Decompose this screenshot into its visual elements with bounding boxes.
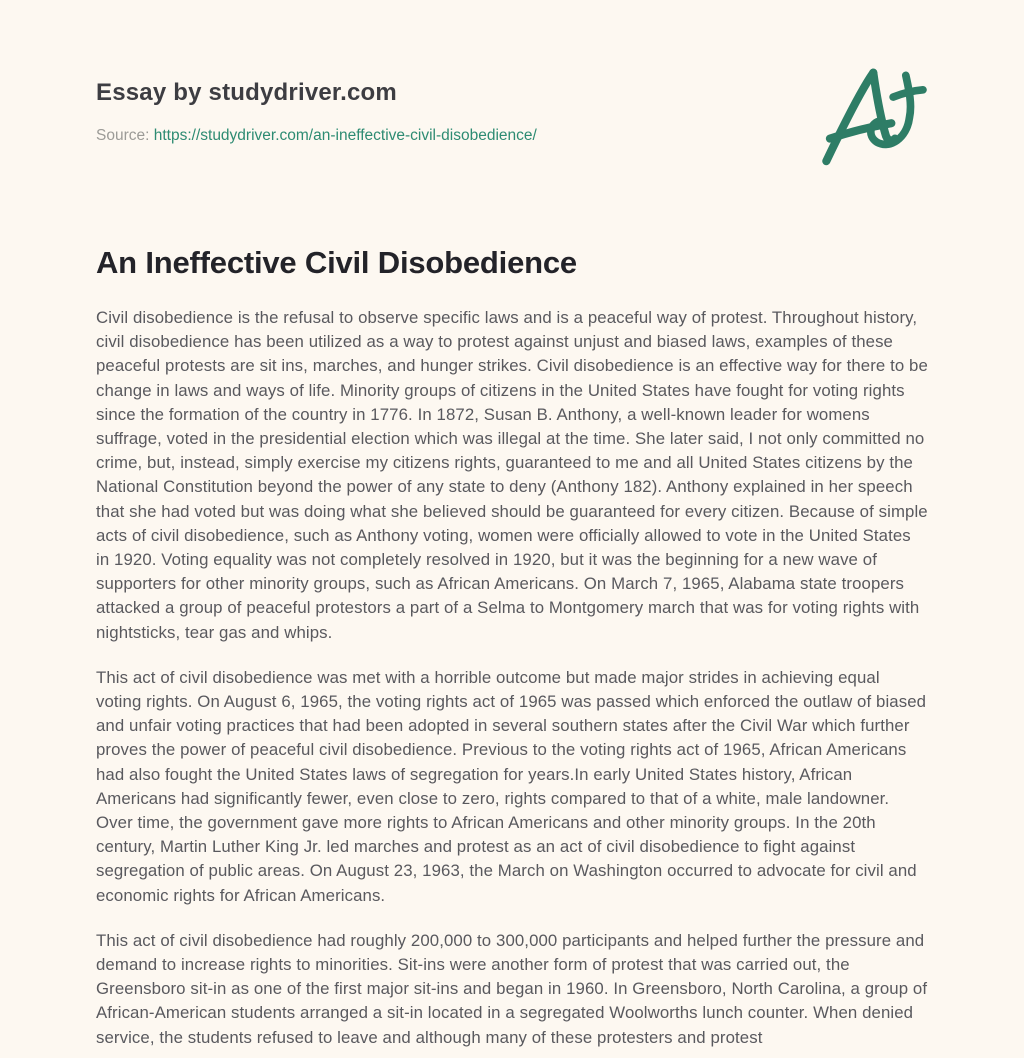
site-header	[96, 76, 928, 146]
essay-title: An Ineffective Civil Disobedience	[96, 245, 577, 280]
source-line	[96, 126, 928, 146]
essay-paragraph-1: Civil disobedience is the refusal to observe specific laws and is a peaceful way of protest. Throughout history, civil disobedience has been utilized as a way to protest against unjust and biased laws, examples of these peaceful protests are sit ins, marches, and hunger strikes. Civil disobedience is an effective way for there to be change in laws and ways of life. Minority groups of citizens in the United States have fought for voting rights since the formation of the country in 1776. In 1872, Susan B. Anthony, a well-known leader for womens suffrage, voted in the presidential election which was illegal at the time. She later said, I not only committed no crime, but, instead, simply exercise my citizens rights, guaranteed to me and all United States citizens by the National Constitution beyond the power of any state to deny (Anthony 182). Anthony explained in her speech that she had voted but was doing what she believed should be guaranteed for every citizen. Because of simple acts of civil disobedience, such as Anthony voting, women were officially allowed to vote in the United States in 1920. Voting equality was not completely resolved in 1920, but it was the beginning for a new wave of supporters for other minority groups, such as African Americans. On March 7, 1965, Alabama state troopers attacked a group of peaceful protestors a part of a Selma to Montgomery march that was for voting rights with nightsticks, tear gas and whips.	[96, 308, 928, 642]
studydriver-a-plus-logo-icon	[817, 60, 935, 172]
source-link[interactable]: https://studydriver.com/an-ineffective-civil-disobedience/	[153, 127, 537, 144]
source-label: Source:	[96, 127, 150, 144]
essay-body	[96, 306, 928, 1050]
essay-paragraph-2: This act of civil disobedience was met with a horrible outcome but made major strides in achieving equal voting rights. On August 6, 1965, the voting rights act of 1965 was passed which enforced the outlaw of biased and unfair voting practices that had been adopted in several southern states after the Civil War which further proves the power of peaceful civil disobedience. Previous to the voting rights act of 1965, African Americans had also fought the United States laws of segregation for years.In early United States history, African Americans had significantly fewer, even close to zero, rights compared to that of a white, male landowner. Over time, the government gave more rights to African Americans and other minority groups. In the 20th century, Martin Luther King Jr. led marches and protest as an act of civil disobedience to fight against segregation of public areas. On August 23, 1963, the March on Washington occurred to advocate for civil and economic rights for African Americans.	[96, 667, 927, 905]
site-title: Essay by studydriver.com	[96, 79, 397, 106]
essay-paragraph-3: This act of civil disobedience had roughly 200,000 to 300,000 participants and helped further the pressure and demand to increase rights to minorities. Sit-ins were another form of protest that was carried out, the Greensboro sit-in as one of the first major sit-ins and began in 1960. In Greensboro, North Carolina, a group of African-American students arranged a sit-in located in a segregated Woolworths lunch counter. When denied service, the students refused to leave and although many of these protesters and protest	[96, 930, 928, 1047]
